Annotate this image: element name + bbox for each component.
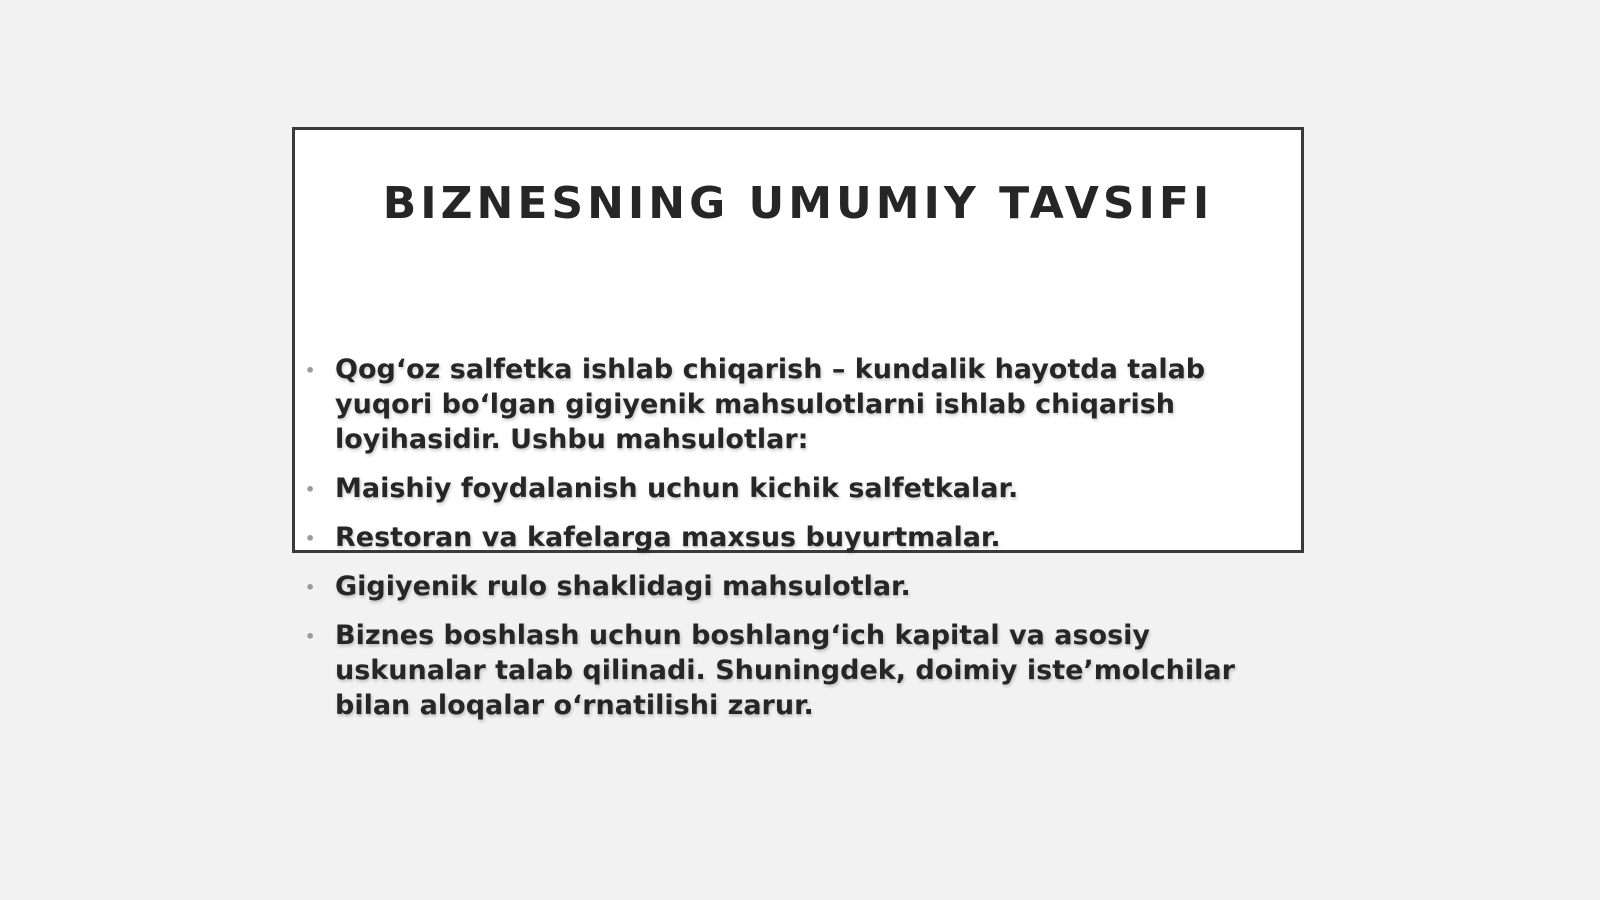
bullet-dot-icon: • xyxy=(305,361,316,380)
bullet-item xyxy=(303,520,1278,555)
bullet-dot-icon: • xyxy=(305,627,316,646)
bullet-item xyxy=(303,569,1278,604)
slide-title: BIZNESNING UMUMIY TAVSIFI xyxy=(382,178,1214,229)
bullet-dot-icon: • xyxy=(305,480,316,499)
bullet-item xyxy=(303,352,1278,457)
bullet-list xyxy=(303,352,1278,737)
bullet-text: Qogʻoz salfetka ishlab chiqarish – kundalik hayotda talab yuqori boʻlgan gigiyenik mahsulotlarni ishlab chiqarish loyihasidir. Ushbu mahsulotlar: xyxy=(335,354,1206,455)
bullet-dot-icon: • xyxy=(305,529,316,548)
bullet-item xyxy=(303,618,1278,723)
bullet-text: Restoran va kafelarga maxsus buyurtmalar. xyxy=(335,522,1001,553)
bullet-dot-icon: • xyxy=(305,578,316,597)
bullet-text: Maishiy foydalanish uchun kichik salfetkalar. xyxy=(335,473,1019,504)
bullet-item xyxy=(303,471,1278,506)
bullet-text: Biznes boshlash uchun boshlangʻich kapital va asosiy uskunalar talab qilinadi. Shuningdek, doimiy isteʼmolchilar bilan aloqalar oʻrnatilishi zarur. xyxy=(335,620,1235,721)
bullet-text: Gigiyenik rulo shaklidagi mahsulotlar. xyxy=(335,571,911,602)
